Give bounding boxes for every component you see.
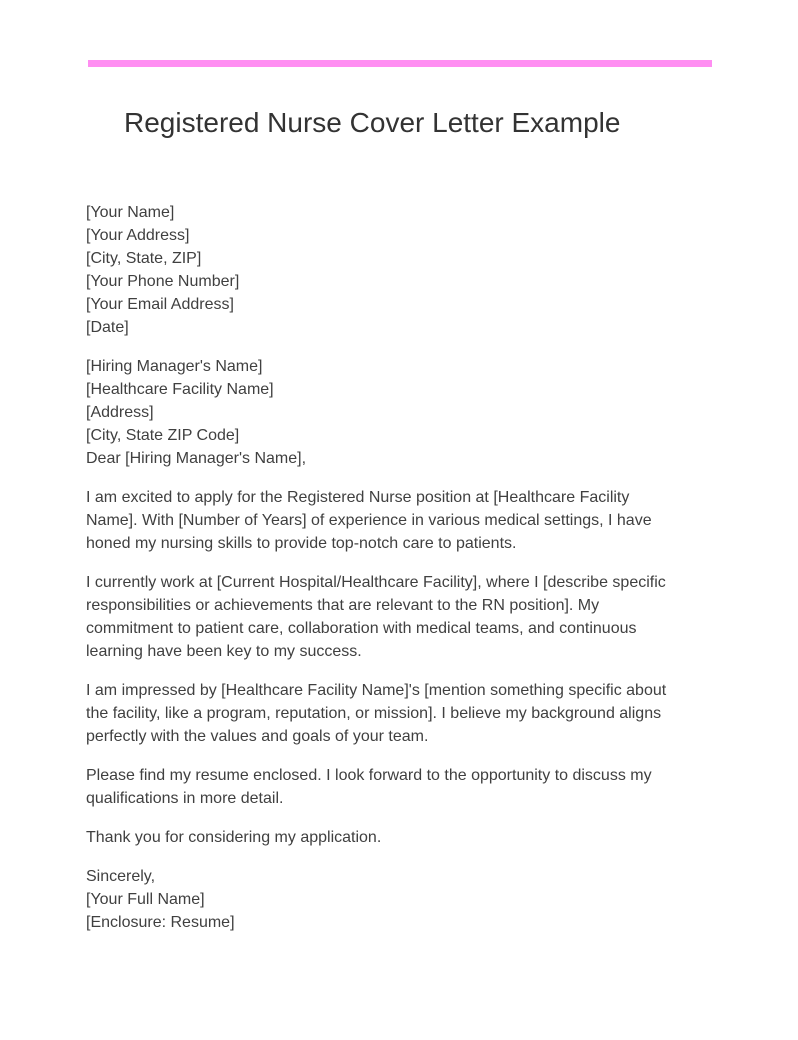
letter-body: [86, 201, 686, 934]
paragraph-line: qualifications in more detail.: [86, 790, 284, 807]
closing-line: [Your Full Name]: [86, 891, 205, 908]
paragraph-line: Name]. With [Number of Years] of experience in various medical settings, I have: [86, 512, 652, 529]
salutation: Dear [Hiring Manager's Name],: [86, 450, 307, 467]
paragraph-line: Please find my resume enclosed. I look forward to the opportunity to discuss my: [86, 767, 652, 784]
paragraph-line: I currently work at [Current Hospital/Healthcare Facility], where I [describe specific: [86, 574, 666, 591]
paragraph-line: perfectly with the values and goals of your team.: [86, 728, 429, 745]
paragraph-facility: [86, 679, 686, 748]
sender-line: [City, State, ZIP]: [86, 250, 202, 267]
paragraph-line: Thank you for considering my application.: [86, 829, 382, 846]
paragraph-current-role: [86, 571, 686, 663]
paragraph-line: learning have been key to my success.: [86, 643, 362, 660]
paragraph-thanks: [86, 826, 686, 849]
recipient-line: [Hiring Manager's Name]: [86, 358, 263, 375]
paragraph-line: I am excited to apply for the Registered Nurse position at [Healthcare Facility: [86, 489, 630, 506]
paragraph-line: I am impressed by [Healthcare Facility Name]'s [mention something specific about: [86, 682, 667, 699]
recipient-address-block: [86, 355, 686, 470]
recipient-line: [Healthcare Facility Name]: [86, 381, 274, 398]
recipient-line: [Address]: [86, 404, 154, 421]
paragraph-line: honed my nursing skills to provide top-notch care to patients.: [86, 535, 517, 552]
page-title: Registered Nurse Cover Letter Example: [124, 107, 621, 138]
paragraph-line: the facility, like a program, reputation, or mission]. I believe my background aligns: [86, 705, 662, 722]
closing-line: Sincerely,: [86, 868, 156, 885]
accent-divider: [88, 60, 712, 67]
paragraph-line: responsibilities or achievements that are relevant to the RN position]. My: [86, 597, 600, 614]
sender-address-block: [86, 201, 686, 339]
recipient-line: [City, State ZIP Code]: [86, 427, 240, 444]
paragraph-resume: [86, 764, 686, 810]
sender-line: [Your Name]: [86, 204, 175, 221]
paragraph-intro: [86, 486, 686, 555]
closing-block: [86, 865, 686, 934]
sender-line: [Your Phone Number]: [86, 273, 240, 290]
sender-line: [Your Email Address]: [86, 296, 234, 313]
paragraph-line: commitment to patient care, collaboration with medical teams, and continuous: [86, 620, 637, 637]
closing-line: [Enclosure: Resume]: [86, 914, 235, 931]
sender-line: [Date]: [86, 319, 129, 336]
sender-line: [Your Address]: [86, 227, 190, 244]
